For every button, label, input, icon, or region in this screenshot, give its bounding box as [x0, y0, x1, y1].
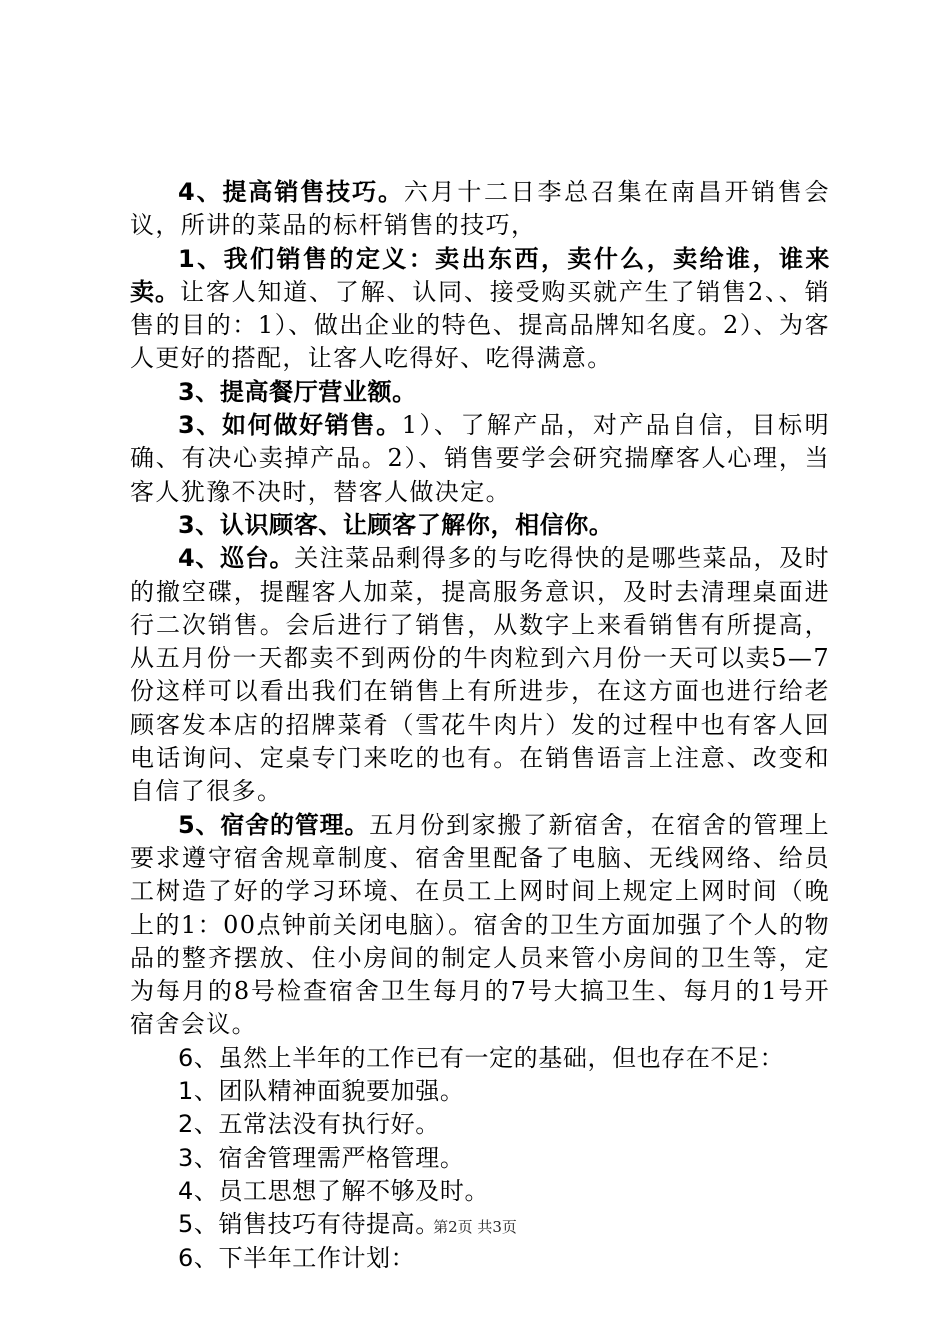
list-item: 3、宿舍管理需严格管理。: [178, 1143, 465, 1172]
paragraph-text: 让客人知道、了解、认同、接受购买就产生了销售2、、销售的目的：1）、做出企业的特色、提高品牌知名度。2）、为客人更好的搭配，让客人吃得好、吃得满意。: [130, 277, 830, 373]
paragraph-heading: 3、认识顾客、让顾客了解你，相信你。: [178, 510, 614, 539]
paragraph-how-to-sell: [130, 409, 830, 509]
page-footer: [0, 1216, 950, 1237]
list-item: 2、五常法没有执行好。: [178, 1110, 440, 1139]
paragraph-dormitory: [130, 809, 830, 1042]
paragraph-text: 五月份到家搬了新宿舍，在宿舍的管理上要求遵守宿舍规章制度、宿舍里配备了电脑、无线网络、给员工树造了好的学习环境、在员工上网时间上规定上网时间（晚上的1：00点钟前关闭电脑）。宿舍的卫生方面加强了个人的物品的整齐摆放、住小房间的制定人员来管小房间的卫生等，定为每月的8号检查宿舍卫生每月的7号大搞卫生、每月的1号开宿舍会议。: [130, 810, 831, 1039]
paragraph-heading: 4、提高销售技巧。: [178, 178, 404, 206]
document-body: [130, 176, 830, 1275]
paragraph-text: 六月十二日李总召集在南昌开销售会议，所讲的菜品的标杆销售的技巧，: [130, 178, 830, 240]
paragraph-heading: 4、巡台。: [178, 544, 295, 573]
list-item: 5、销售技巧有待提高。: [178, 1210, 440, 1239]
paragraph-heading: 3、提高餐厅营业额。: [178, 377, 417, 406]
paragraph-heading: 3、如何做好销售。: [178, 411, 402, 440]
list-item: 4、员工思想了解不够及时。: [178, 1176, 490, 1205]
paragraph-revenue: [130, 376, 830, 409]
paragraph-know-customers: [130, 509, 830, 542]
paragraph-sales-skills: [130, 176, 830, 243]
list-item: 6、虽然上半年的工作已有一定的基础，但也存在不足：: [178, 1043, 785, 1072]
list-item: 6、下半年工作计划：: [178, 1243, 416, 1272]
paragraph-sales-definition: [130, 243, 830, 376]
paragraph-text: 1）、了解产品，对产品自信，目标明确、有决心卖掉产品。2）、销售要学会研究揣摩客人心理，当客人犹豫不决时，替客人做决定。: [130, 411, 830, 506]
paragraph-text: 关注菜品剩得多的与吃得快的是哪些菜品，及时的撤空碟，提醒客人加菜，提高服务意识，及时去清理桌面进行二次销售。会后进行了销售，从数字上来看销售有所提高，从五月份一天都卖不到两份的牛肉粒到六月份一天可以卖5—7份这样可以看出我们在销售上有所进步，在这方面也进行给老顾客发本店的招牌菜肴（雪花牛肉片）发的过程中也有客人回电话询问、定桌专门来吃的也有。在销售语言上注意、改变和自信了很多。: [130, 544, 830, 806]
page-number-label: 第2页 共3页: [433, 1218, 517, 1236]
paragraph-heading: 1、我们销售的定义：卖出东西，卖什么，卖给谁，谁来卖。: [130, 244, 830, 306]
paragraph-heading: 5、宿舍的管理。: [178, 810, 370, 839]
paragraph-table-patrol: [130, 542, 830, 808]
list-item: 1、团队精神面貌要加强。: [178, 1077, 465, 1106]
